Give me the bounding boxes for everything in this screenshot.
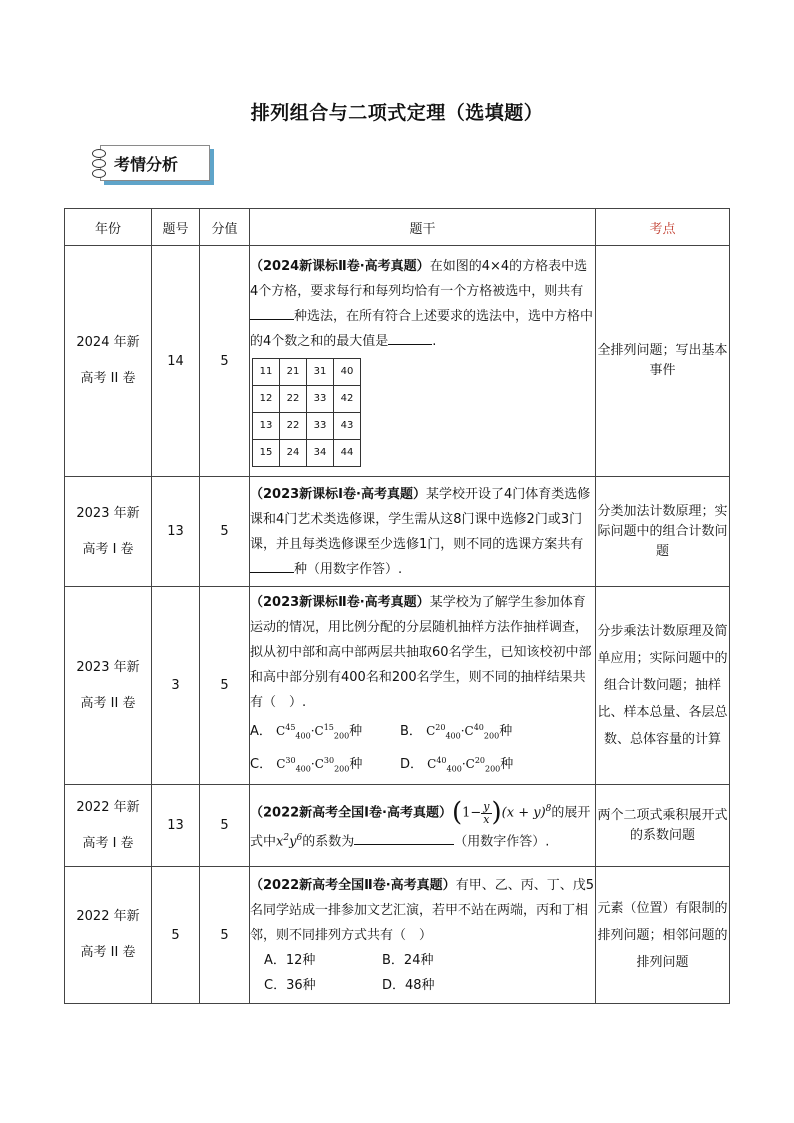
header-year: 年份: [65, 209, 152, 246]
grid-cell: 44: [334, 439, 361, 466]
point-cell: 全排列问题；写出基本事件: [596, 246, 730, 477]
question-source: （2022新高考全国Ⅱ卷·高考真题）: [250, 877, 456, 893]
table-row: [65, 477, 730, 587]
term-y: y: [289, 833, 297, 849]
term-x: x: [276, 833, 284, 849]
year-line: 高考 II 卷: [80, 695, 136, 711]
grid-cell: 42: [334, 385, 361, 412]
question-text: [250, 873, 595, 948]
grid-cell: 33: [307, 385, 334, 412]
comb-sup: 20: [474, 756, 485, 765]
year-line: 高考 I 卷: [82, 541, 134, 557]
grid-cell: 31: [307, 358, 334, 385]
table-row: [65, 246, 730, 477]
stem-cell: [250, 587, 596, 785]
comb-sup: 20: [435, 722, 446, 732]
score-cell: 5: [200, 246, 250, 477]
options-row: [250, 948, 595, 973]
term-power: 2: [283, 832, 290, 843]
option-d: D． $C^{40}_{400}\cdot C^{20}_{200}$种: [400, 756, 514, 774]
expr-binomial: (x + y): [501, 805, 546, 821]
fraction-denominator: x: [483, 812, 490, 826]
option-b: B．24种: [382, 952, 434, 968]
option-unit: 种: [349, 757, 363, 772]
option-letter: D．: [400, 757, 424, 772]
grid-cell: 40: [334, 358, 361, 385]
stem-text: 种选法，在所有符合上述要求的选法中，选中方格中的4个数之和的最大值是: [250, 308, 594, 349]
options-row: [250, 973, 595, 998]
stem-text: （用数字作答）.: [454, 833, 550, 849]
score-cell: 5: [200, 785, 250, 867]
comb-sup: 30: [323, 756, 335, 765]
page-title: 排列组合与二项式定理（选填题）: [250, 102, 544, 124]
binder-ring-icon: [92, 169, 106, 178]
header-stem: 题干: [250, 209, 596, 246]
stem-text: 种（用数字作答）.: [294, 561, 403, 577]
stem-cell: [250, 477, 596, 587]
comb-sub: 200: [334, 764, 350, 774]
year-cell: [65, 587, 152, 785]
comb-sup: 40: [473, 722, 484, 732]
comb-sub: 400: [295, 764, 311, 774]
year-line: 2023 年新: [76, 659, 140, 675]
year-line: 2022 年新: [76, 799, 140, 815]
option-c: C．36种: [264, 977, 316, 993]
options-row: [250, 748, 595, 781]
option-unit: 种: [500, 757, 514, 772]
year-line: 2024 年新: [76, 335, 140, 350]
number-grid: [252, 358, 361, 467]
grid-cell: 22: [280, 385, 307, 412]
table-row: [65, 785, 730, 867]
grid-cell: 15: [253, 439, 280, 466]
score-cell: 5: [200, 867, 250, 1004]
exam-analysis-table: [64, 208, 730, 1004]
stem-text: 的系数为: [302, 833, 355, 849]
binder-ring-icon: [92, 159, 106, 168]
grid-cell: 13: [253, 412, 280, 439]
answer-blank: [388, 332, 432, 345]
expr-one: 1−: [462, 805, 482, 821]
number-cell: 13: [152, 477, 200, 587]
year-line: 2022 年新: [76, 909, 140, 924]
option-unit: 种: [349, 723, 363, 739]
grid-cell: 21: [280, 358, 307, 385]
comb-sup: 30: [285, 756, 296, 765]
year-line: 高考 II 卷: [80, 371, 136, 386]
year-line: 2023 年新: [76, 505, 140, 521]
grid-cell: 12: [253, 385, 280, 412]
point-cell: 分步乘法计数原理及简单应用；实际问题中的组合计数问题；抽样比、样本总量、各层总数、总体容量的计算: [596, 587, 730, 785]
option-c: C． $C^{30}_{400}\cdot C^{30}_{200}$种: [250, 756, 363, 774]
comb-sub: 400: [295, 731, 311, 740]
header-number: 题号: [152, 209, 200, 246]
number-cell: 13: [152, 785, 200, 867]
section-label: 考情分析: [114, 155, 179, 174]
table-row: [65, 867, 730, 1004]
year-cell: [65, 785, 152, 867]
grid-cell: 22: [280, 412, 307, 439]
option-letter: B．: [400, 723, 422, 739]
question-source: （2024新课标Ⅱ卷·高考真题）: [250, 258, 430, 274]
stem-cell: [250, 246, 596, 477]
expr-fraction: [481, 801, 491, 826]
header-score: 分值: [200, 209, 250, 246]
answer-blank: [250, 560, 294, 573]
comb-sub: 200: [485, 764, 501, 774]
stem-cell: [250, 867, 596, 1004]
year-line: 高考 II 卷: [80, 945, 136, 960]
stem-text: 在如图的4×4的方格表中选4个方格，要求每行和每列均恰有一个方格被选中，则共有: [250, 258, 588, 299]
number-cell: 14: [152, 246, 200, 477]
stem-text: .: [432, 333, 437, 349]
stem-text: 的展开式中: [250, 805, 591, 849]
header-point: 考点: [596, 209, 730, 246]
number-cell: 3: [152, 587, 200, 785]
table-header-row: [65, 209, 730, 246]
term-power: 6: [296, 832, 303, 843]
year-cell: [65, 867, 152, 1004]
option-letter: A．: [250, 723, 272, 739]
grid-cell: 34: [307, 439, 334, 466]
answer-blank: [354, 832, 454, 845]
point-cell: 分类加法计数原理；实际问题中的组合计数问题: [596, 477, 730, 587]
comb-sub: 200: [483, 731, 500, 740]
score-cell: 5: [200, 587, 250, 785]
option-d: D．48种: [382, 977, 435, 993]
question-source: （2022新高考全国Ⅰ卷·高考真题）: [250, 805, 452, 821]
question-text: （2022新高考全国Ⅰ卷·高考真题）(1− $\frac{y}{x}$ )$(x + y)^8$的展开式中$x^2y^6$的系数为 （用数字作答）.: [250, 797, 591, 849]
comb-sub: 200: [333, 731, 350, 740]
question-source: （2023新课标Ⅰ卷·高考真题）: [250, 486, 426, 502]
question-source: （2023新课标Ⅱ卷·高考真题）: [250, 594, 430, 610]
table-row: [65, 587, 730, 785]
fraction-numerator: y: [483, 799, 490, 813]
year-cell: [65, 477, 152, 587]
option-unit: 种: [499, 723, 513, 739]
answer-blank: [250, 307, 294, 320]
comb-sup: 15: [323, 722, 334, 732]
section-header: [92, 145, 208, 183]
stem-text: 某学校为了解学生参加体育运动的情况，用比例分配的分层随机抽样方法作抽样调查，拟从初中部和高中部两层共抽取60名学生，已知该校初中部和高中部分别有400名和200名学生，则不同的抽样结果共有（ ）.: [250, 594, 592, 710]
question-text: [250, 254, 595, 354]
year-line: 高考 I 卷: [82, 835, 134, 851]
stem-text: 有甲、乙、丙、丁、戊5名同学站成一排参加文艺汇演，若甲不站在两端，丙和丁相邻，则不同排列方式共有（ ）: [250, 877, 594, 943]
point-cell: 两个二项式乘积展开式的系数问题: [596, 785, 730, 867]
option-a: A．12种: [264, 952, 316, 968]
comb-sup: 45: [285, 722, 296, 732]
grid-cell: 24: [280, 439, 307, 466]
expr-power: 8: [545, 804, 552, 815]
stem-cell: [250, 785, 596, 867]
question-text: [250, 590, 595, 715]
year-cell: [65, 246, 152, 477]
comb-sub: 400: [445, 731, 461, 740]
binder-ring-icon: [92, 149, 106, 158]
score-cell: 5: [200, 477, 250, 587]
comb-sub: 400: [446, 764, 462, 774]
option-a: A． $C^{45}_{400}\cdot C^{15}_{200}$种: [250, 722, 363, 740]
stem-text: 某学校开设了4门体育类选修课和4门艺术类选修课，学生需从这8门课中选修2门或3门课，并且每类选修课至少选修1门，则不同的选课方案共有: [250, 486, 591, 552]
comb-sup: 40: [436, 756, 447, 765]
grid-cell: 43: [334, 412, 361, 439]
option-b: B． $C^{20}_{400}\cdot C^{40}_{200}$种: [400, 722, 513, 740]
option-letter: C．: [250, 757, 273, 772]
point-cell: 元素（位置）有限制的排列问题；相邻问题的排列问题: [596, 867, 730, 1004]
grid-cell: 11: [253, 358, 280, 385]
number-cell: 5: [152, 867, 200, 1004]
options-row: [250, 715, 595, 748]
grid-cell: 33: [307, 412, 334, 439]
